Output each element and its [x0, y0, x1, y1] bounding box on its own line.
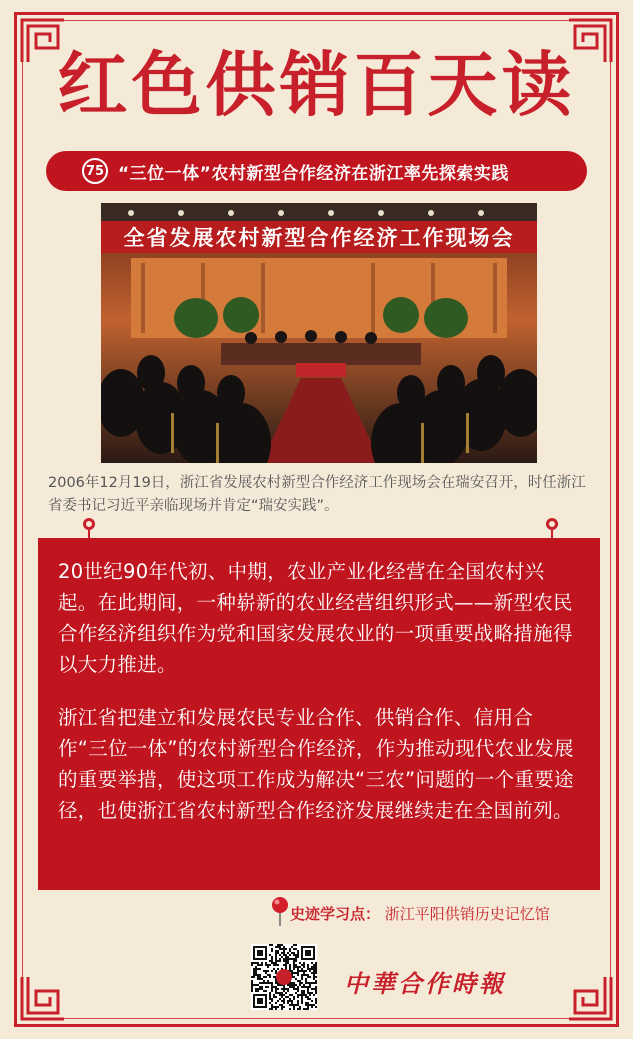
study-location-label: 史迹学习点：	[290, 905, 381, 923]
photo-caption: 2006年12月19日，浙江省发展农村新型合作经济工作现场会在瑞安召开，时任浙江省委书记习近平亲临现场并肯定“瑞安实践”。	[48, 475, 586, 514]
episode-title: “三位一体”农村新型合作经济在浙江率先探索实践	[118, 163, 509, 184]
study-location-value: 浙江平阳供销历史记忆馆	[384, 905, 550, 923]
location-pin-icon	[270, 896, 290, 926]
newspaper-logo: 中華合作時報	[344, 969, 506, 998]
body-paragraph-2: 浙江省把建立和发展农民专业合作、供销合作、信用合作“三位一体”的农村新型合作经济，作为推动现代农业发展的重要举措，使这项工作成为解决“三农”问题的一个重要途径，也使浙江省农村新型合作经济发展继续走在全国前列。	[58, 706, 574, 822]
corner-ornament-bottom-left	[20, 975, 66, 1021]
study-location	[290, 903, 590, 924]
qr-code[interactable]	[251, 944, 317, 1010]
corner-ornament-bottom-right	[567, 975, 613, 1021]
episode-banner	[46, 151, 587, 191]
body-paragraph-1: 20世纪90年代初、中期，农业产业化经营在全国农村兴起。在此期间，一种崭新的农业经营组织形式——新型农民合作经济组织作为党和国家发展农业的一项重要战略措施得以大力推进。	[58, 560, 573, 676]
photo-banner-text: 全省发展农村新型合作经济工作现场会	[123, 226, 515, 250]
pin-right-ring	[546, 518, 558, 530]
meeting-photo	[101, 203, 537, 463]
page-title: 红色供销百天读	[57, 43, 576, 126]
body-text-box	[38, 538, 600, 890]
pin-left-ring	[83, 518, 95, 530]
episode-number-badge: 75	[82, 158, 108, 184]
